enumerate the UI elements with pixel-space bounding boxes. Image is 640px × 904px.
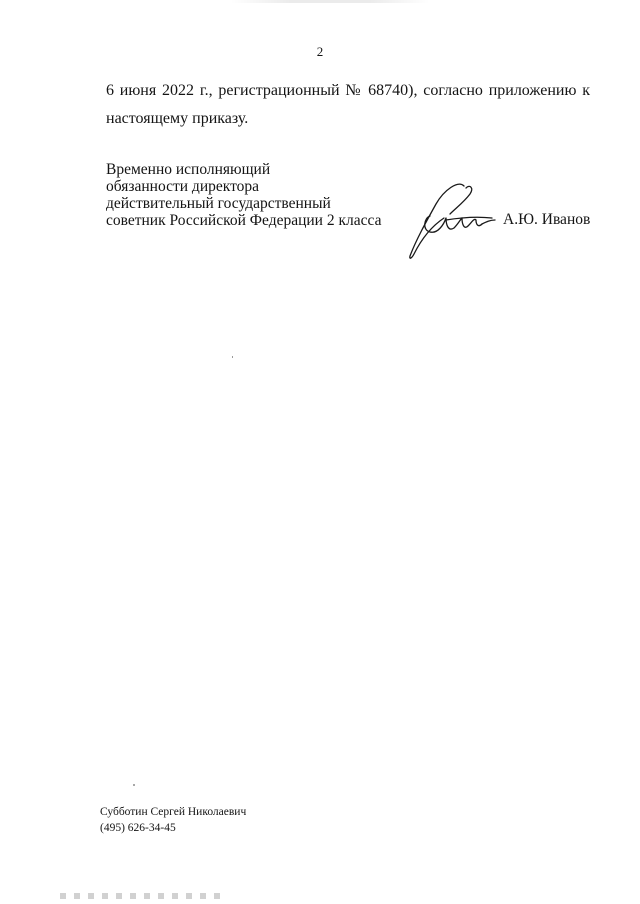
executor-name: Субботин Сергей Николаевич (100, 806, 247, 818)
position-line: обязанности директора (106, 178, 260, 195)
signatory-position (106, 161, 381, 229)
page-number: 2 (316, 44, 324, 59)
paragraph-line-2: настоящему приказу. (106, 110, 249, 127)
executor-block (100, 804, 246, 836)
scan-artifact (60, 893, 220, 899)
handwritten-signature (400, 178, 500, 262)
position-line: Временно исполняющий (106, 161, 271, 178)
scan-speck (133, 784, 135, 786)
signer-name: А.Ю. Иванов (503, 211, 591, 228)
position-line: советник Российской Федерации 2 класса (106, 212, 382, 229)
position-line: действительный государственный (106, 195, 331, 212)
scan-artifact (230, 0, 430, 3)
scan-speck (232, 356, 233, 358)
paragraph-line-1: 6 июня 2022 г., регистрационный № 68740), согласно приложению к (106, 82, 590, 99)
executor-phone: (495) 626-34-45 (100, 822, 176, 834)
